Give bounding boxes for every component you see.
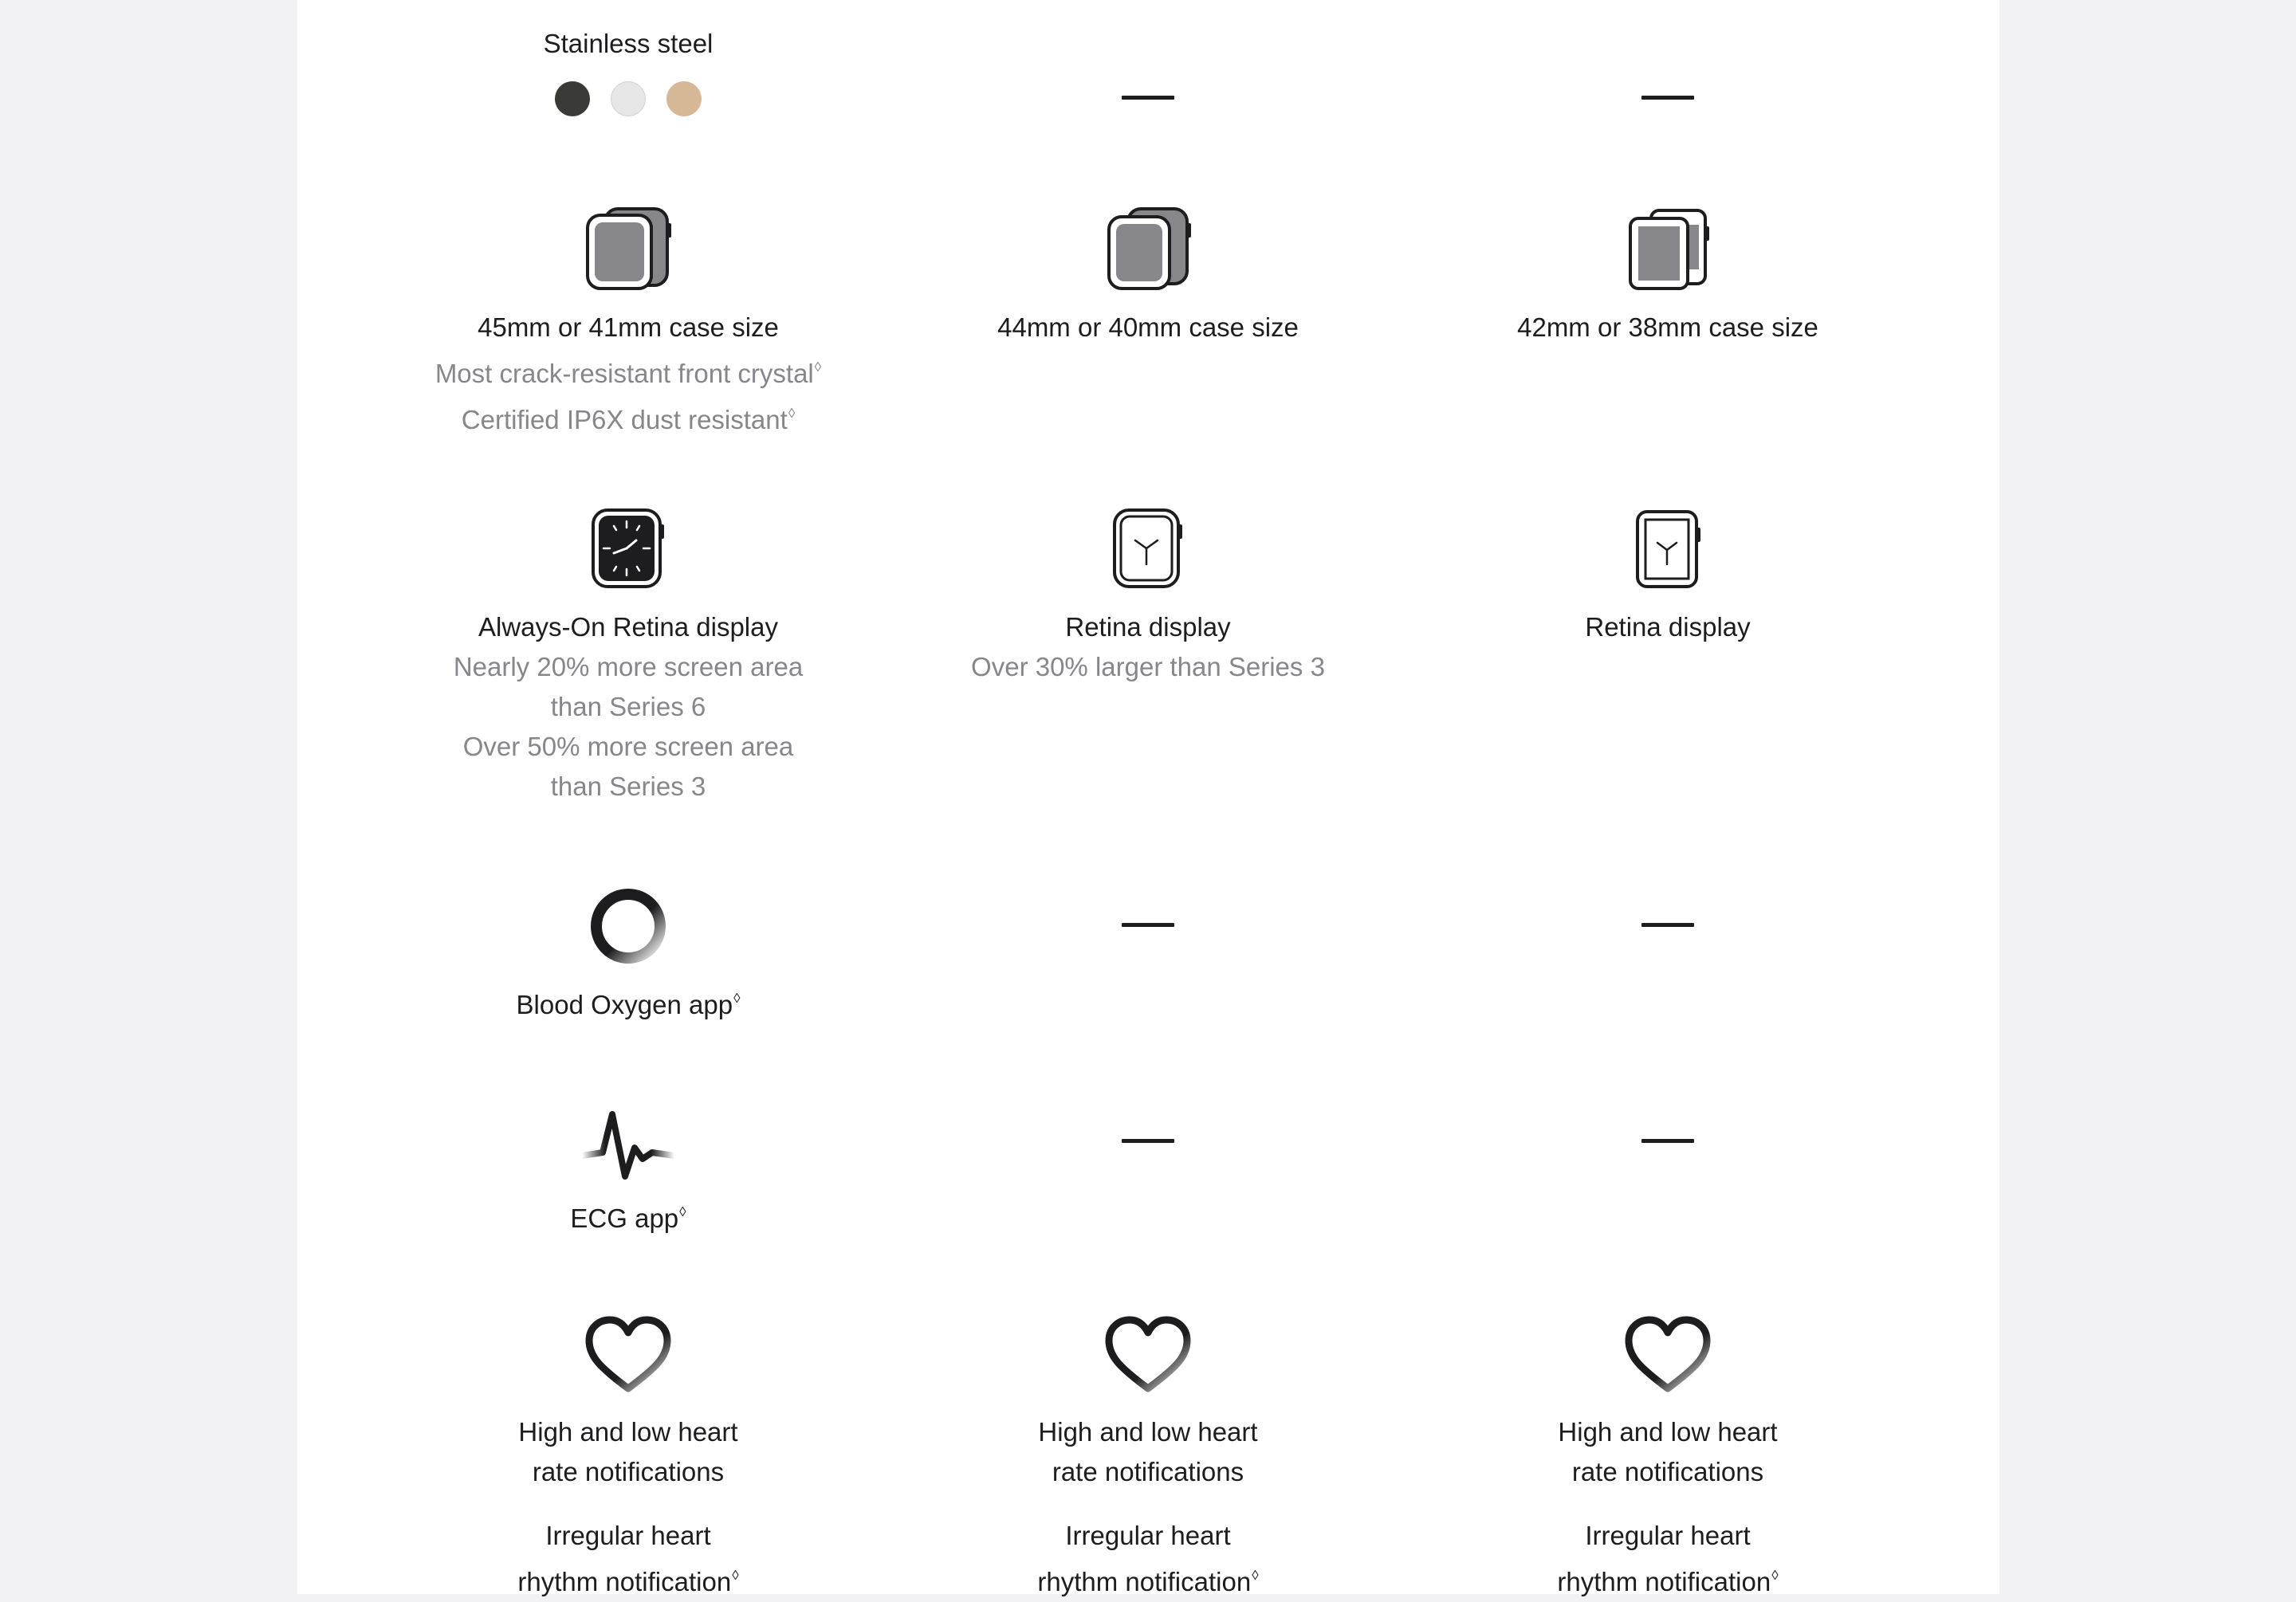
case-col-0 xyxy=(389,206,867,440)
not-available-dash xyxy=(1641,96,1694,100)
footnote-mark[interactable]: ◊ xyxy=(1771,1568,1779,1583)
irregular-line-2: rhythm notification xyxy=(1037,1567,1252,1596)
footnote-mark[interactable]: ◊ xyxy=(1252,1568,1259,1583)
blood-oxygen-col-2 xyxy=(1429,923,1907,927)
heart-icon xyxy=(584,1315,672,1395)
footnote-mark[interactable]: ◊ xyxy=(679,1204,686,1219)
case-size-title: 42mm or 38mm case size xyxy=(1517,312,1818,342)
finish-col-2 xyxy=(1429,96,1907,100)
not-available-dash xyxy=(1641,923,1694,927)
ecg-col-2 xyxy=(1429,1139,1907,1143)
ecg-col-0 xyxy=(389,1103,867,1239)
not-available-dash xyxy=(1122,96,1174,100)
heart-rate-line-1: High and low heart xyxy=(1038,1417,1258,1447)
always-on-display-icon xyxy=(590,507,666,590)
footnote-mark[interactable]: ◊ xyxy=(732,1568,739,1583)
dust-note: Certified IP6X dust resistant xyxy=(461,405,788,434)
irregular-line-1: Irregular heart xyxy=(545,1521,711,1550)
case-size-icon xyxy=(1624,206,1712,292)
case-size-icon xyxy=(1104,206,1192,292)
irregular-line-2: rhythm notification xyxy=(1557,1567,1771,1596)
color-swatches xyxy=(389,81,867,116)
footnote-mark[interactable]: ◊ xyxy=(733,991,741,1006)
not-available-dash xyxy=(1641,1139,1694,1143)
swatch-gold[interactable] xyxy=(666,81,702,116)
ecg-title: ECG app xyxy=(570,1203,679,1233)
heart-rate-line-2: rate notifications xyxy=(532,1457,725,1486)
display-note: Over 30% larger than Series 3 xyxy=(971,652,1325,681)
heart-col-2 xyxy=(1429,1315,1907,1602)
ecg-icon xyxy=(579,1103,678,1183)
case-col-1 xyxy=(909,206,1387,347)
finish-title: Stainless steel xyxy=(543,29,714,58)
irregular-line-2: rhythm notification xyxy=(517,1567,732,1596)
irregular-line-1: Irregular heart xyxy=(1585,1521,1751,1550)
crystal-note: Most crack-resistant front crystal xyxy=(434,359,814,388)
case-size-icon xyxy=(584,206,672,292)
display-title: Always-On Retina display xyxy=(478,612,778,642)
heart-rate-line-1: High and low heart xyxy=(1558,1417,1778,1447)
case-size-title: 44mm or 40mm case size xyxy=(997,312,1299,342)
swatch-silver[interactable] xyxy=(611,81,646,116)
display-note: than Series 6 xyxy=(550,692,706,721)
heart-icon xyxy=(1104,1315,1192,1395)
irregular-line-1: Irregular heart xyxy=(1065,1521,1231,1550)
display-col-2 xyxy=(1429,507,1907,647)
display-col-1 xyxy=(909,507,1387,687)
footnote-mark[interactable]: ◊ xyxy=(788,406,796,421)
blood-oxygen-icon xyxy=(587,885,670,968)
display-title: Retina display xyxy=(1585,612,1751,642)
display-col-0 xyxy=(389,507,867,807)
display-note: Over 50% more screen area xyxy=(462,732,794,761)
retina-display-icon xyxy=(1630,507,1706,590)
not-available-dash xyxy=(1122,923,1174,927)
not-available-dash xyxy=(1122,1139,1174,1143)
footnote-mark[interactable]: ◊ xyxy=(814,359,822,375)
ecg-col-1 xyxy=(909,1139,1387,1143)
blood-oxygen-col-1 xyxy=(909,923,1387,927)
display-note: than Series 3 xyxy=(550,772,706,801)
blood-oxygen-title: Blood Oxygen app xyxy=(516,990,733,1019)
blood-oxygen-col-0 xyxy=(389,885,867,1025)
heart-col-0 xyxy=(389,1315,867,1602)
case-size-title: 45mm or 41mm case size xyxy=(478,312,779,342)
heart-icon xyxy=(1624,1315,1712,1395)
heart-rate-line-1: High and low heart xyxy=(518,1417,738,1447)
comparison-sheet xyxy=(297,0,1999,1594)
finish-col-1 xyxy=(909,96,1387,100)
case-col-2 xyxy=(1429,206,1907,347)
display-note: Nearly 20% more screen area xyxy=(453,652,804,681)
display-title: Retina display xyxy=(1065,612,1231,642)
swatch-space-black[interactable] xyxy=(555,81,590,116)
heart-rate-line-2: rate notifications xyxy=(1052,1457,1244,1486)
finish-col-0 xyxy=(389,24,867,116)
retina-display-icon xyxy=(1110,507,1186,590)
heart-col-1 xyxy=(909,1315,1387,1602)
heart-rate-line-2: rate notifications xyxy=(1571,1457,1764,1486)
